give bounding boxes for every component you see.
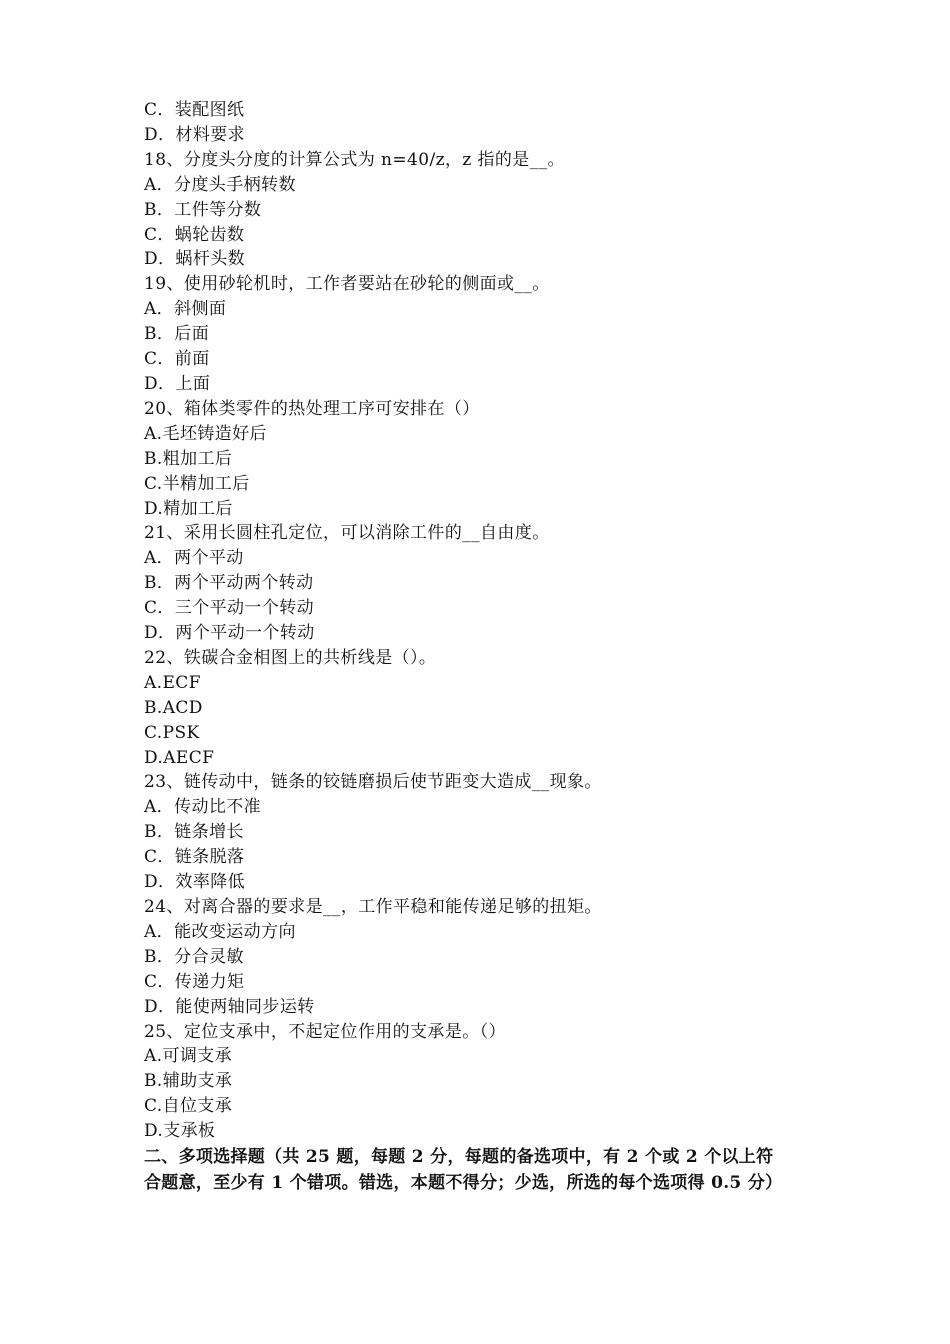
section-heading-line-2: 合题意，至少有 1 个错项。错选，本题不得分；少选，所选的每个选项得 0.5 分） xyxy=(144,1173,783,1194)
section-heading xyxy=(144,1144,814,1196)
answer-option: C.半精加工后 xyxy=(144,473,250,494)
answer-option: D．上面 xyxy=(144,373,211,394)
answer-option: C.自位支承 xyxy=(144,1096,233,1117)
answer-option: B．后面 xyxy=(144,324,210,345)
answer-option: B．工件等分数 xyxy=(144,199,262,220)
question-stem: 21、采用长圆柱孔定位，可以消除工件的__自由度。 xyxy=(144,523,550,544)
answer-option: D.支承板 xyxy=(144,1121,216,1142)
question-list xyxy=(144,98,824,1144)
answer-option: A．斜侧面 xyxy=(144,299,227,320)
document-body xyxy=(144,98,824,1196)
question-stem: 24、对离合器的要求是__，工作平稳和能传递足够的扭矩。 xyxy=(144,897,602,917)
answer-option: C．前面 xyxy=(144,349,210,370)
question-stem: 18、分度头分度的计算公式为 n=40/z，z 指的是__。 xyxy=(144,149,565,170)
section-heading-line-1: 二、多项选择题（共 25 题，每题 2 分，每题的备选项中，有 2 个或 2 个以上符 xyxy=(144,1147,774,1168)
answer-option: B.辅助支承 xyxy=(144,1071,233,1092)
answer-option: D．能使两轴同步运转 xyxy=(144,996,315,1017)
question-stem: 22、铁碳合金相图上的共析线是（）。 xyxy=(144,647,437,668)
answer-option: A．能改变运动方向 xyxy=(144,921,296,942)
answer-option: A．分度头手柄转数 xyxy=(144,174,296,195)
answer-option: D.精加工后 xyxy=(144,498,233,519)
answer-option: C．蜗轮齿数 xyxy=(144,224,245,245)
answer-option: B．链条增长 xyxy=(144,822,244,843)
question-stem: 20、箱体类零件的热处理工序可安排在（） xyxy=(144,398,480,419)
question-stem: 23、链传动中，链条的铰链磨损后使节距变大造成__现象。 xyxy=(144,772,602,793)
answer-option: B．分合灵敏 xyxy=(144,946,244,967)
answer-option: C．链条脱落 xyxy=(144,847,245,868)
answer-option: B．两个平动两个转动 xyxy=(144,573,314,594)
answer-option: B.粗加工后 xyxy=(144,448,233,469)
answer-option: D．蜗杆头数 xyxy=(144,249,246,270)
answer-option: D．效率降低 xyxy=(144,872,246,893)
answer-option: C．装配图纸 xyxy=(144,100,245,120)
answer-option: D．材料要求 xyxy=(144,124,246,145)
answer-option: C.PSK xyxy=(144,722,200,743)
answer-option: A.ECF xyxy=(144,672,201,693)
answer-option: A．两个平动 xyxy=(144,548,244,569)
answer-option: C．三个平动一个转动 xyxy=(144,598,315,619)
answer-option: D.AECF xyxy=(144,747,215,768)
answer-option: D．两个平动一个转动 xyxy=(144,623,315,644)
answer-option: B.ACD xyxy=(144,697,203,718)
question-stem: 25、定位支承中，不起定位作用的支承是。（） xyxy=(144,1021,506,1042)
answer-option: A.可调支承 xyxy=(144,1046,233,1067)
answer-option: C．传递力矩 xyxy=(144,971,245,992)
answer-option: A.毛坯铸造好后 xyxy=(144,423,267,444)
answer-option: A．传动比不准 xyxy=(144,797,262,818)
question-stem: 19、使用砂轮机时，工作者要站在砂轮的侧面或__。 xyxy=(144,274,550,295)
